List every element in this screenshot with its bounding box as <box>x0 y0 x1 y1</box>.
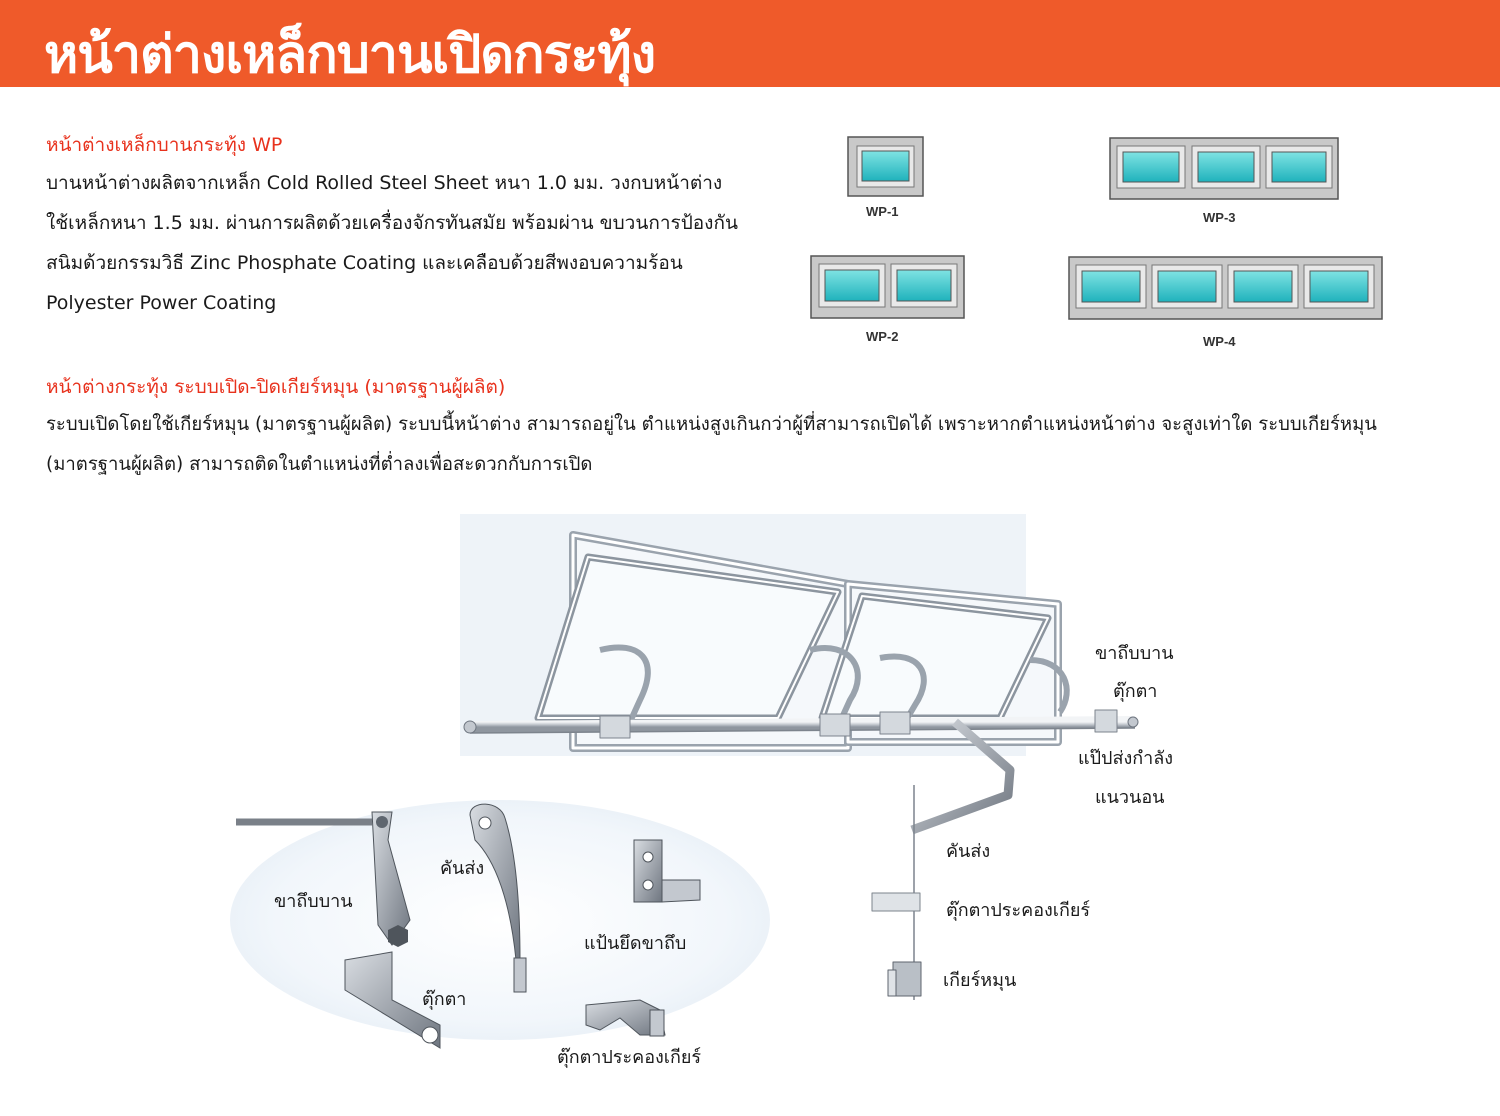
section2-title: หน้าต่างกระทุ้ง ระบบเปิด-ปิดเกียร์หมุน (มาตรฐานผู้ผลิต) <box>46 376 506 398</box>
section1-line: บานหน้าต่างผลิตจากเหล็ก Cold Rolled Steel Sheet หนา 1.0 มม. วงกบหน้าต่าง <box>46 172 723 194</box>
callout-rod-line1: แป๊ปส่งกำลัง <box>1078 748 1174 769</box>
section1-line: Polyester Power Coating <box>46 292 277 314</box>
callout-gear: เกียร์หมุน <box>943 970 1017 991</box>
page-title: หน้าต่างเหล็กบานเปิดกระทุ้ง <box>44 25 656 85</box>
part-label-stay-arm: ขาถึบบาน <box>274 891 353 912</box>
part-label-bracket: แป้นยึดขาถึบ <box>584 933 687 954</box>
section1-line: สนิมด้วยกรรมวิธี Zinc Phosphate Coating และเคลือบด้วยสีพงอบความร้อน <box>46 252 683 274</box>
section2-line: (มาตรฐานผู้ผลิต) สามารถติดในตำแหน่งที่ต่ำลงเพื่อสะดวกกับการเปิด <box>46 454 593 475</box>
part-label-gear-housing: ตุ๊กตาประคองเกียร์ <box>557 1047 702 1068</box>
section2-line: ระบบเปิดโดยใช้เกียร์หมุน (มาตรฐานผู้ผลิต) ระบบนี้หน้าต่าง สามารถอยู่ใน ตำแหน่งสูงเกินกว่าผู้ที่สามารถเปิดได้ เพราะหากตำแหน่งหน้าต่าง จะสูงเท่าใด ระบบเกียร์หมุน <box>46 414 1377 435</box>
model-label-wp1: WP-1 <box>866 204 899 219</box>
part-label-push-lever: คันส่ง <box>440 858 485 879</box>
callout-push-lever: คันส่ง <box>946 841 991 862</box>
model-label-wp4: WP-4 <box>1203 334 1236 349</box>
callout-rod-line2: แนวนอน <box>1095 787 1165 808</box>
callout-gear-housing: ตุ๊กตาประคองเกียร์ <box>946 900 1091 921</box>
section1-line: ใช้เหล็กหนา 1.5 มม. ผ่านการผลิตด้วยเครื่องจักรทันสมัย พร้อมผ่าน ขบวนการป้องกัน <box>46 212 738 234</box>
model-label-wp3: WP-3 <box>1203 210 1236 225</box>
callout-doll: ตุ๊กตา <box>1113 681 1158 702</box>
model-label-wp2: WP-2 <box>866 329 899 344</box>
callout-stay-arm: ขาถึบบาน <box>1095 643 1174 664</box>
part-label-doll: ตุ๊กตา <box>422 989 467 1010</box>
section1-title: หน้าต่างเหล็กบานกระทุ้ง WP <box>46 134 283 156</box>
